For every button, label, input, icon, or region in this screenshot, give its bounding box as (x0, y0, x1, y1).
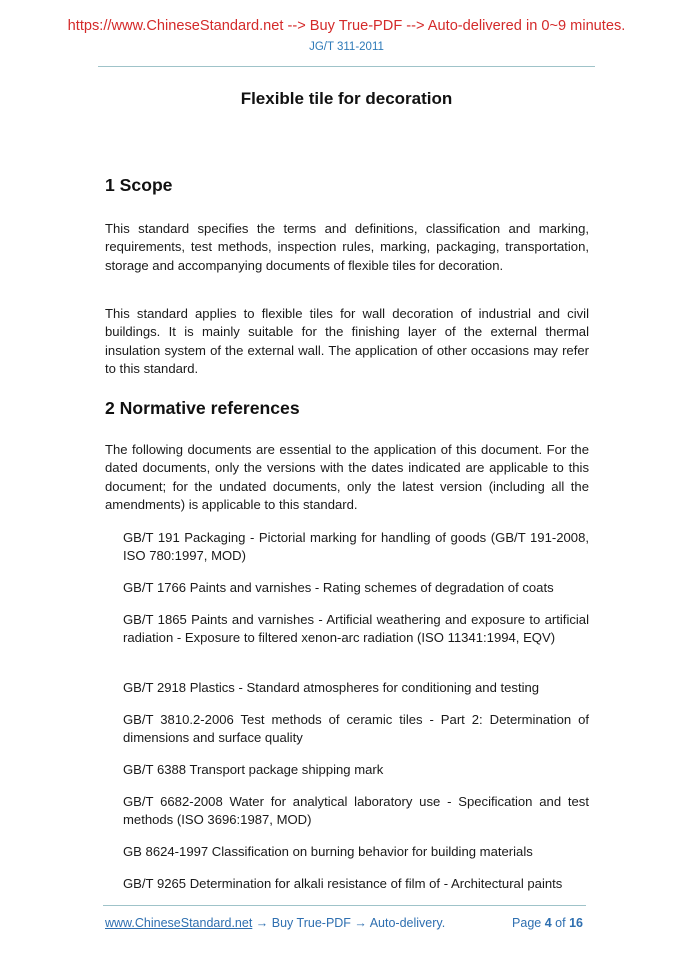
reference-item: GB/T 6682-2008 Water for analytical laboratory use - Specification and test methods (ISO 3696:1987, MOD) (123, 794, 589, 828)
section-1-heading-wrap (105, 175, 589, 196)
page-of-label: of (555, 916, 566, 930)
reference-item: GB 8624-1997 Classification on burning behavior for building materials (123, 844, 533, 859)
page-total: 16 (569, 916, 583, 930)
reference-item: GB/T 191 Packaging - Pictorial marking for handling of goods (GB/T 191-2008, ISO 780:1997, MOD) (123, 530, 589, 564)
reference-item: GB/T 1766 Paints and varnishes - Rating schemes of degradation of coats (123, 580, 554, 595)
footer-divider (103, 905, 586, 906)
header-divider (98, 66, 595, 67)
footer-site-link[interactable]: www.ChineseStandard.net (105, 916, 253, 930)
page-indicator (512, 916, 583, 930)
page-footer (105, 916, 585, 930)
reference-item: GB/T 1865 Paints and varnishes - Artificial weathering and exposure to artificial radiation - Exposure to filtered xenon-arc radiation (ISO 11341:1994, EQV) (123, 612, 589, 646)
document-title: Flexible tile for decoration (240, 89, 453, 108)
page-current: 4 (544, 916, 552, 930)
scope-paragraph-1-wrap (105, 220, 589, 275)
section-2-heading-wrap (105, 398, 589, 419)
reference-item: GB/T 3810.2-2006 Test methods of ceramic tiles - Part 2: Determination of dimensions and surface quality (123, 712, 589, 746)
promo-banner[interactable]: https://www.ChineseStandard.net --> Buy True-PDF --> Auto-delivered in 0~9 minutes. (67, 18, 626, 34)
reference-item: GB/T 2918 Plastics - Standard atmospheres for conditioning and testing (123, 680, 540, 695)
page-label: Page (512, 916, 542, 930)
section-heading-scope: 1 Scope (105, 175, 173, 195)
footer-tagline: → Buy True-PDF → Auto-delivery. (252, 916, 446, 930)
normative-intro-wrap (105, 441, 589, 514)
reference-item: GB/T 9265 Determination for alkali resistance of film of - Architectural paints (123, 876, 563, 891)
scope-paragraph-1: This standard specifies the terms and definitions, classification and marking, requirements, test methods, inspection rules, marking, packaging, transportation, storage and accompanying documents of flexible tiles for decoration. (105, 221, 589, 273)
section-heading-normative-references: 2 Normative references (105, 398, 300, 418)
normative-intro-paragraph: The following documents are essential to the application of this document. For the dated documents, only the versions with the dates indicated are applicable to this document; for the undated documents, only the latest version (including all the amendments) is applicable to this standard. (105, 442, 589, 512)
scope-paragraph-2: This standard applies to flexible tiles for wall decoration of industrial and civil buildings. It is mainly suitable for the finishing layer of the external thermal insulation system of the external wall. The application of other occasions may refer to this standard. (105, 306, 589, 376)
scope-paragraph-2-wrap (105, 305, 589, 378)
standard-code-header: JG/T 311-2011 (309, 41, 384, 53)
reference-item: GB/T 6388 Transport package shipping mark (123, 762, 384, 777)
